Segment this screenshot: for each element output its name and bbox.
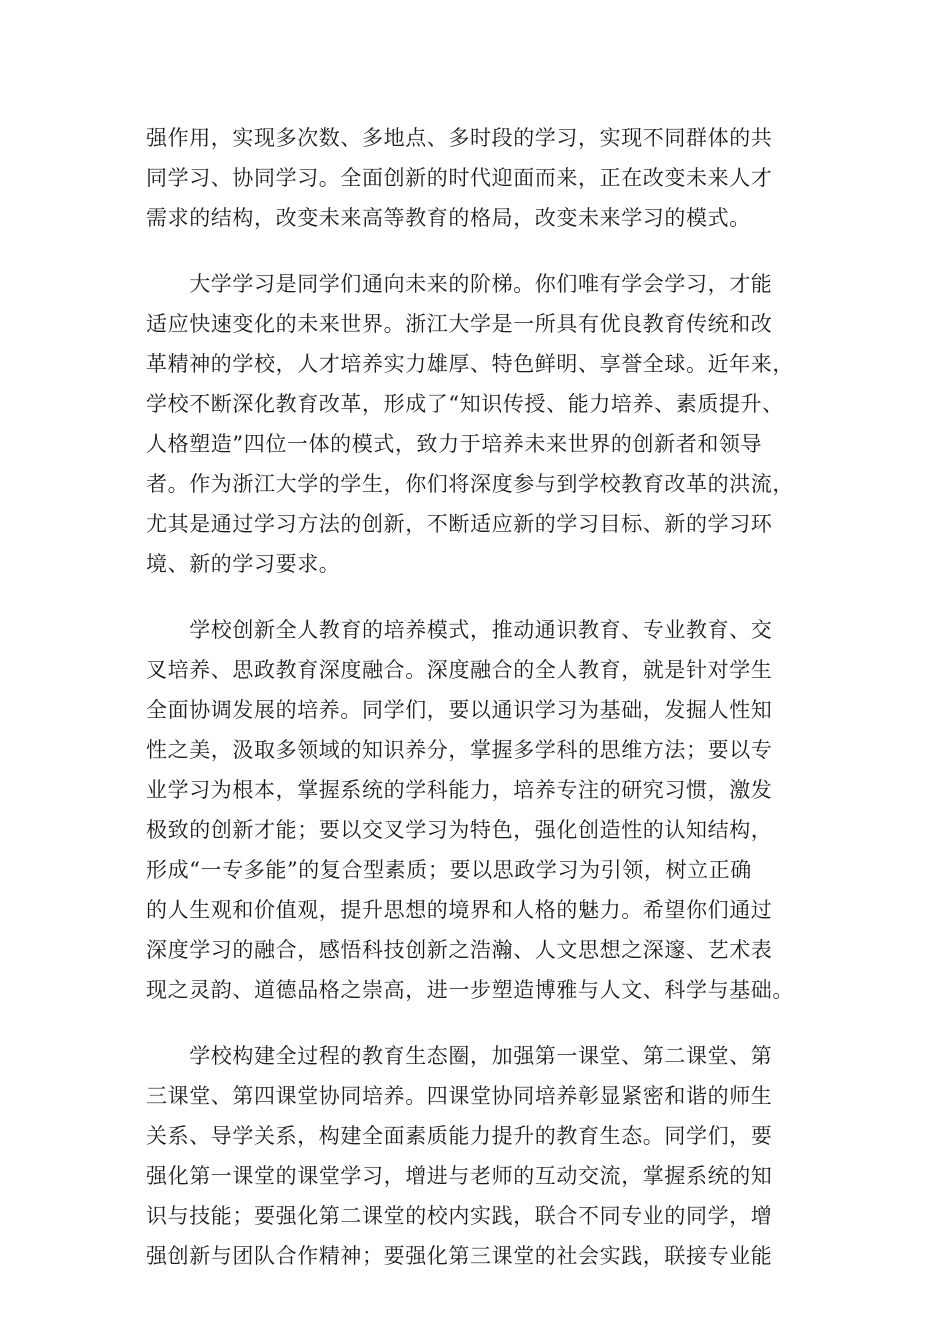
paragraph-3	[146, 610, 806, 1010]
text-line: 的人生观和价值观，提升思想的境界和人格的魅力。希望你们通过	[146, 898, 773, 922]
text-line: 学校构建全过程的教育生态圈，加强第一课堂、第二课堂、第	[146, 1044, 773, 1068]
text-line: 同学习、协同学习。全面创新的时代迎面而来，正在改变未来人才	[146, 166, 773, 190]
text-line: 强创新与团队合作精神；要强化第三课堂的社会实践，联接专业能	[146, 1244, 773, 1268]
text-line: 学校创新全人教育的培养模式，推动通识教育、专业教育、交	[146, 618, 773, 642]
text-line: 适应快速变化的未来世界。浙江大学是一所具有优良教育传统和改	[146, 312, 773, 336]
text-line: 现之灵韵、道德品格之崇高，进一步塑造博雅与人文、科学与基础。	[146, 978, 794, 1002]
text-line: 尤其是通过学习方法的创新，不断适应新的学习目标、新的学习环	[146, 512, 773, 536]
paragraph-1	[146, 118, 806, 238]
text-line: 三课堂、第四课堂协同培养。四课堂协同培养彰显紧密和谐的师生	[146, 1084, 773, 1108]
text-line: 识与技能；要强化第二课堂的校内实践，联合不同专业的同学，增	[146, 1204, 773, 1228]
text-line: 全面协调发展的培养。同学们，要以通识学习为基础，发掘人性知	[146, 698, 773, 722]
text-line: 强化第一课堂的课堂学习，增进与老师的互动交流，掌握系统的知	[146, 1164, 773, 1188]
text-line: 大学学习是同学们通向未来的阶梯。你们唯有学会学习，才能	[146, 272, 773, 296]
text-line: 深度学习的融合，感悟科技创新之浩瀚、人文思想之深邃、艺术表	[146, 938, 773, 962]
text-line: 人格塑造”四位一体的模式，致力于培养未来世界的创新者和领导	[146, 432, 763, 456]
text-line: 叉培养、思政教育深度融合。深度融合的全人教育，就是针对学生	[146, 658, 773, 682]
text-line: 业学习为根本，掌握系统的学科能力，培养专注的研究习惯，激发	[146, 778, 773, 802]
text-line: 关系、导学关系，构建全面素质能力提升的教育生态。同学们，要	[146, 1124, 773, 1148]
paragraph-4	[146, 1036, 806, 1276]
text-line: 强作用，实现多次数、多地点、多时段的学习，实现不同群体的共	[146, 126, 773, 150]
document-body	[146, 118, 806, 1302]
text-line: 形成“一专多能”的复合型素质；要以思政学习为引领，树立正确	[146, 858, 752, 882]
paragraph-2	[146, 264, 806, 584]
text-line: 需求的结构，改变未来高等教育的格局，改变未来学习的模式。	[146, 206, 751, 230]
text-line: 极致的创新才能；要以交叉学习为特色，强化创造性的认知结构，	[146, 818, 773, 842]
text-line: 学校不断深化教育改革，形成了“知识传授、能力培养、素质提升、	[146, 392, 784, 416]
text-line: 境、新的学习要求。	[146, 552, 341, 576]
text-line: 革精神的学校，人才培养实力雄厚、特色鲜明、享誉全球。近年来，	[146, 352, 794, 376]
text-line: 性之美，汲取多领域的知识养分，掌握多学科的思维方法；要以专	[146, 738, 773, 762]
text-line: 者。作为浙江大学的学生，你们将深度参与到学校教育改革的洪流，	[146, 472, 794, 496]
